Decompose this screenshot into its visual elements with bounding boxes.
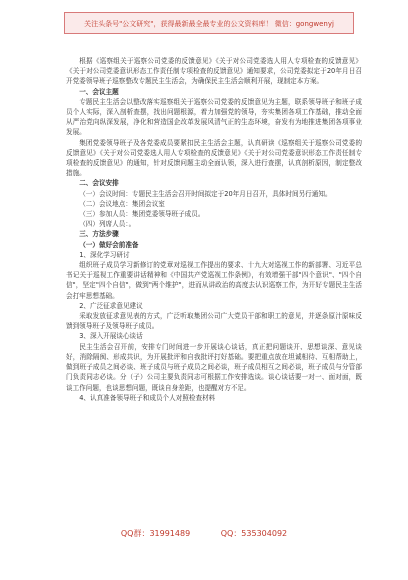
- paragraph: 根据《巡察组关于巡察公司党委的反馈意见》《关于对公司党委选人用人专项检查的反馈意见》《关于对公司党委意识形态工作责任制专项检查的反馈意见》通知要求，公司党委拟定于20年月日召开党委领导班子巡察整改专题民主生活会，为确保民主生活会顺利开展，现制定本方案。: [66, 57, 362, 86]
- document-body: [66, 56, 362, 403]
- paragraph: 民主生活会召开前，安排专门时间进一步开展谈心谈话，真正把问题谈开、思想谈深、意见谈好，消除隔阂、形成共识，为开展批评和自我批评打好基础。要把重点放在坦诚相待、互相帮助上，做到班子成员之间必谈、班子成员与班子成员之间必谈，班子成员相互之间必谈，班子成员与分管部门负责同志必谈。分（子）公司主要负责同志可根据工作安排选谈。谈心谈话要一对一、面对面，既谈工作问题，也谈思想问题，既谈自身差距，也提醒对方不足。: [66, 342, 362, 392]
- paragraph: 专题民主生活会以整改落实巡察组关于巡察公司党委的反馈意见为主题，联系领导班子和班子成员个人实际，深入剖析查摆，找出问题根源，着力加强党的领导，夯实集团各项工作基础，推动全面从严治党向纵深发展，净化和营造国企改革发展风清气正的生态环境，奋发有为地推进集团各项事业发展。: [66, 97, 362, 137]
- section-heading: 一、会议主题: [79, 87, 119, 96]
- section-heading: （一）做好会前准备: [79, 240, 139, 249]
- footer-qq: QQ：535304092: [220, 529, 288, 538]
- section-heading: （四）列席人员：。: [79, 220, 136, 229]
- paragraph: 集团党委领导班子及各党委成员要紧扣民主生活会主题，认真研读《巡察组关于巡察公司党委的反馈意见》《关于对公司党委选人用人专项检查的反馈意见》《关于对公司党委意识形态工作责任制专项检查的反馈意见》的通知，针对反馈问题主动全面认领，深入进行查摆，认真剖析原因，制定整改措施。: [66, 138, 362, 178]
- section-heading: 二、会议安排: [79, 179, 119, 188]
- section-heading: （三）参加人员：集团党委领导班子成员。: [79, 210, 205, 219]
- paragraph: （一）会议时间：专题民主生活会召开时间拟定于20年月日召开，具体时间另行通知。: [79, 189, 332, 198]
- section-heading: 1、深化学习研讨: [79, 250, 130, 259]
- section-heading: 3、深入开展谈心谈话: [79, 332, 143, 341]
- paragraph: 采取发放征求意见表的方式，广泛听取集团公司广大党员干部和职工的意见，并逐条原汁原味反馈到领导班子及领导班子成员。: [66, 312, 362, 331]
- section-heading: 三、方法步骤: [79, 230, 119, 239]
- section-heading: （二）会议地点：集团会议室: [79, 199, 165, 208]
- promo-banner: 关注头条号"公文研究"，获得最新最全最专业的公文资料库！ 微信：gongwenyj: [64, 12, 354, 34]
- footer-qq-group: QQ群：31991489: [120, 529, 191, 538]
- section-heading: 4、认真准备领导班子和成员个人对照检查材料: [79, 393, 216, 402]
- footer-contact: [0, 528, 408, 539]
- paragraph: 组织班子成员学习新修订的党章对巡视工作提出的要求、十九大对巡视工作的新部署、习近平总书记关于巡视工作重要讲话精神和《中国共产党巡视工作条例》，有效增强干部"四个意识"、"四个自信"，坚定"四个自信"，做到"两个维护"，进而从讲政治的高度去认识巡察工作，为开好专题民主生活会打牢思想基础。: [66, 261, 362, 300]
- section-heading: 2、广泛征求意见建议: [79, 301, 143, 310]
